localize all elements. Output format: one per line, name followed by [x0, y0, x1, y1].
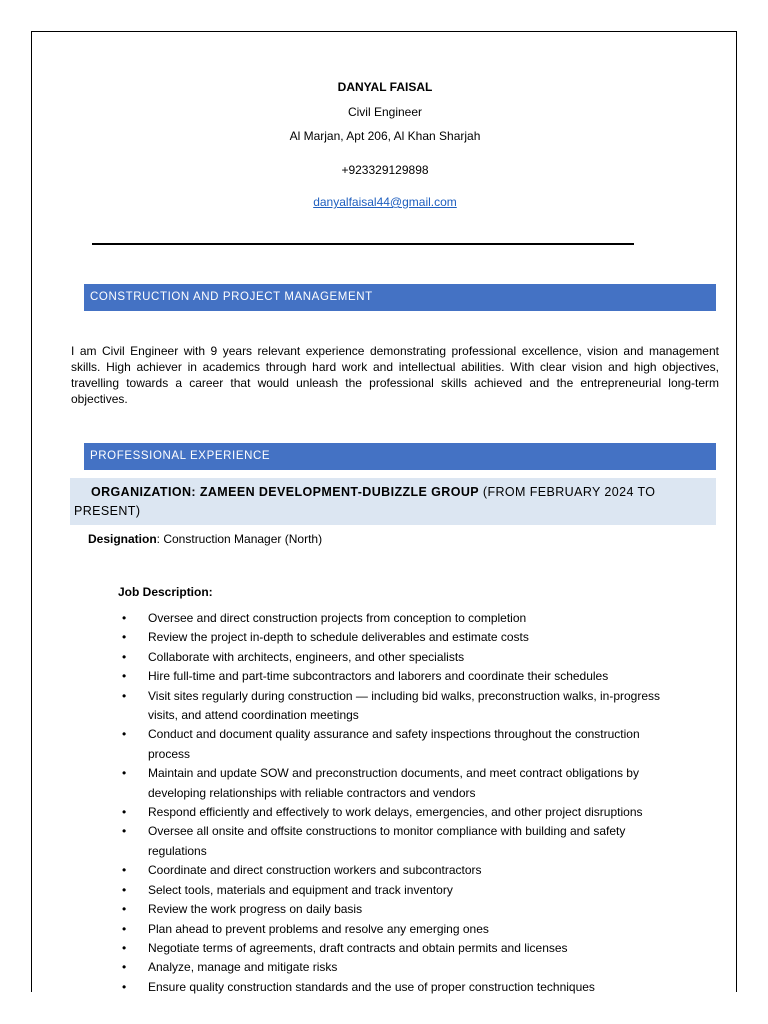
list-item: • Analyze, manage and mitigate risks: [118, 958, 678, 977]
list-item: • Oversee all onsite and offsite constructions to monitor compliance with building and safety regulations: [118, 822, 678, 861]
job-description-heading: Job Description:: [118, 585, 213, 599]
candidate-email-link[interactable]: danyalfaisal44@gmail.com: [313, 195, 457, 209]
organization-name: ORGANIZATION: ZAMEEN DEVELOPMENT-DUBIZZLE GROUP: [91, 485, 480, 499]
list-item: • Maintain and update SOW and preconstruction documents, and meet contract obligations by developing relationships with reliable contractors and vendors: [118, 764, 678, 803]
list-item: • Negotiate terms of agreements, draft contracts and obtain permits and licenses: [118, 939, 678, 958]
organization-period: (FROM FEBRUARY 2024 TO PRESENT): [74, 485, 656, 518]
list-item: • Ensure quality construction standards and the use of proper construction techniques: [118, 978, 678, 997]
list-item: • Review the work progress on daily basis: [118, 900, 678, 919]
duties-list: [118, 609, 678, 997]
experience-heading: PROFESSIONAL EXPERIENCE: [84, 443, 716, 470]
list-item: • Select tools, materials and equipment and track inventory: [118, 881, 678, 900]
list-item: • Visit sites regularly during construction — including bid walks, preconstruction walks, in-progress visits, and attend coordination meetings: [118, 687, 678, 726]
candidate-title: Civil Engineer: [347, 105, 423, 119]
list-item: • Oversee and direct construction projects from conception to completion: [118, 609, 678, 628]
resume-page: [31, 31, 737, 992]
summary-heading: CONSTRUCTION AND PROJECT MANAGEMENT: [84, 284, 716, 311]
designation-value: : Construction Manager (North): [156, 532, 323, 546]
list-item: • Conduct and document quality assurance and safety inspections throughout the construction process: [118, 725, 678, 764]
header-divider: [92, 243, 634, 245]
list-item: • Hire full-time and part-time subcontractors and laborers and coordinate their schedules: [118, 667, 678, 686]
summary-text: I am Civil Engineer with 9 years relevant experience demonstrating professional excellence, vision and management skills. High achiever in academics through hard work and intellectual abilities. With clear vision and high objectives, travelling towards a career that would unleash the professional skills achieved and the entrepreneurial long-term objectives.: [71, 344, 719, 406]
list-item: • Coordinate and direct construction workers and subcontractors: [118, 861, 678, 880]
candidate-phone: +923329129898: [341, 163, 429, 177]
list-item: • Collaborate with architects, engineers, and other specialists: [118, 648, 678, 667]
list-item: • Review the project in-depth to schedule deliverables and estimate costs: [118, 628, 678, 647]
candidate-name: DANYAL FAISAL: [337, 80, 433, 94]
designation: [88, 532, 322, 546]
candidate-address: Al Marjan, Apt 206, Al Khan Sharjah: [289, 129, 481, 143]
list-item: • Plan ahead to prevent problems and resolve any emerging ones: [118, 920, 678, 939]
designation-label: Designation: [88, 532, 157, 546]
organization-box: [70, 478, 716, 525]
list-item: • Respond efficiently and effectively to work delays, emergencies, and other project disruptions: [118, 803, 678, 822]
